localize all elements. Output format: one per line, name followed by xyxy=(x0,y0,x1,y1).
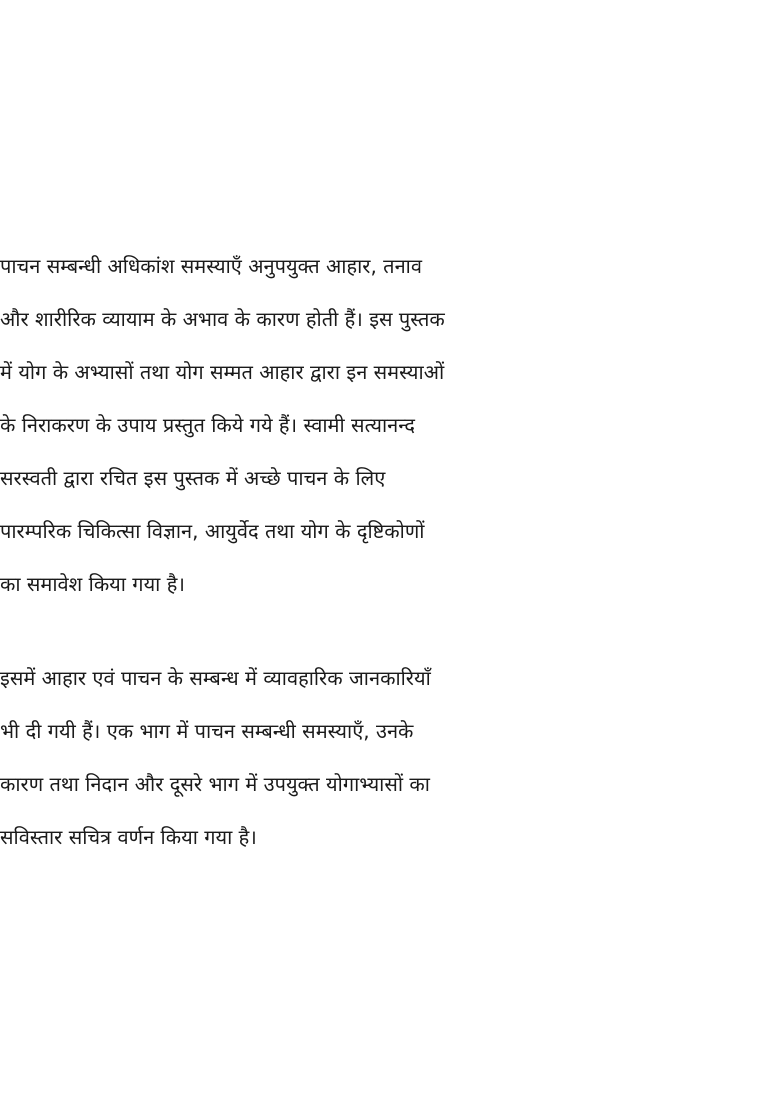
paragraph-line: कारण तथा निदान और दूसरे भाग में उपयुक्त योगाभ्यासों का xyxy=(0,772,430,796)
paragraph-2 xyxy=(0,652,780,864)
paragraph-line: सविस्तार सचित्र वर्णन किया गया है। xyxy=(0,825,257,849)
paragraph-line: पारम्परिक चिकित्सा विज्ञान, आयुर्वेद तथा योग के दृष्टिकोणों xyxy=(0,519,425,543)
paragraph-line: के निराकरण के उपाय प्रस्तुत किये गये हैं। स्वामी सत्यानन्द xyxy=(0,413,416,437)
paragraph-line: सरस्वती द्वारा रचित इस पुस्तक में अच्छे पाचन के लिए xyxy=(0,466,386,490)
paragraph-line: पाचन सम्बन्धी अधिकांश समस्याएँ अनुपयुक्त आहार, तनाव xyxy=(0,254,422,278)
paragraph-line: में योग के अभ्यासों तथा योग सम्मत आहार द्वारा इन समस्याओं xyxy=(0,360,445,384)
paragraph-line: का समावेश किया गया है। xyxy=(0,572,185,596)
paragraph-1 xyxy=(0,240,780,611)
paragraph-line: इसमें आहार एवं पाचन के सम्बन्ध में व्यावहारिक जानकारियाँ xyxy=(0,666,431,690)
paragraph-line: और शारीरिक व्यायाम के अभाव के कारण होती हैं। इस पुस्तक xyxy=(0,307,445,331)
paragraph-line: भी दी गयी हैं। एक भाग में पाचन सम्बन्धी समस्याएँ, उनके xyxy=(0,719,414,743)
